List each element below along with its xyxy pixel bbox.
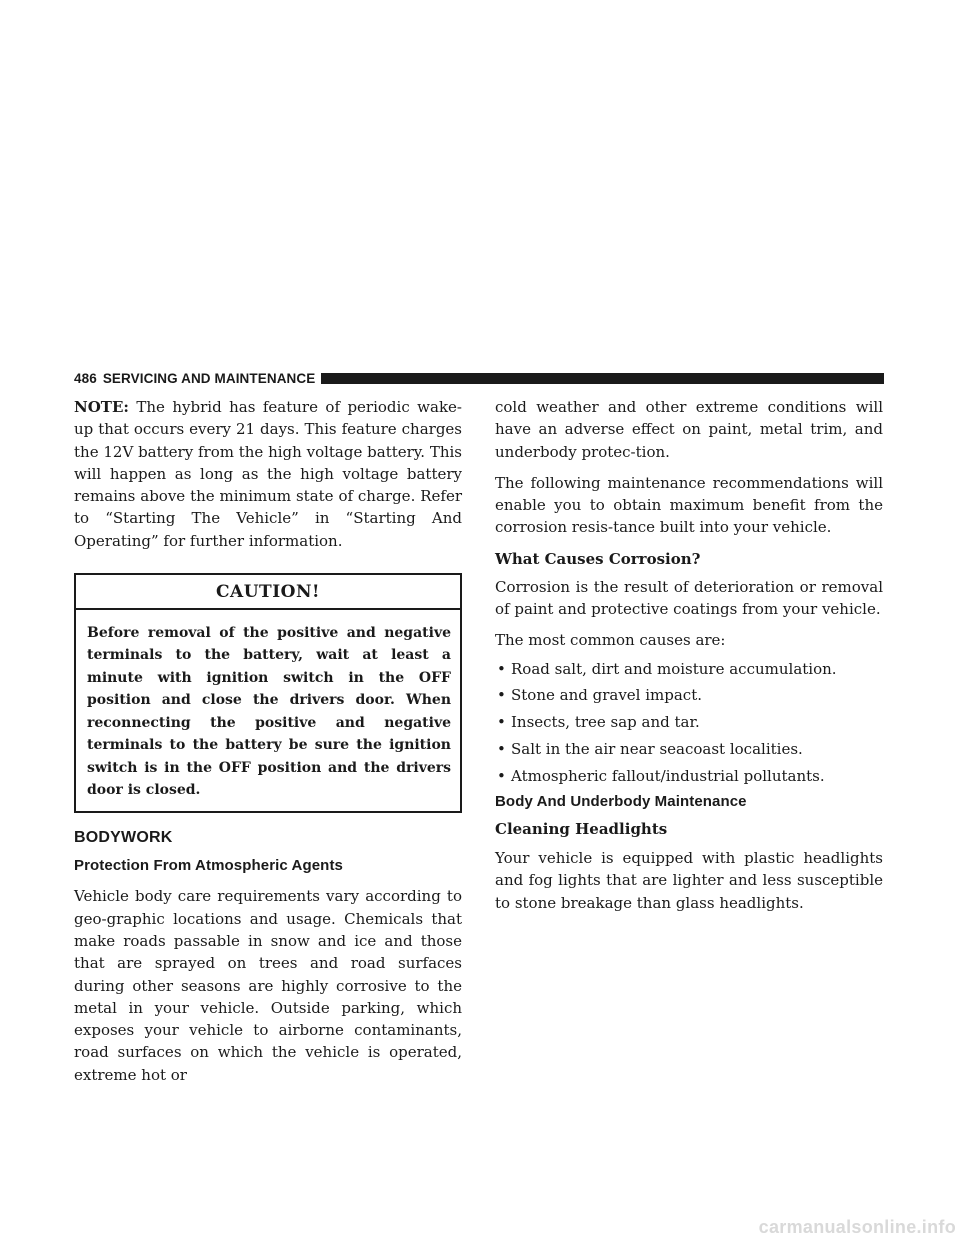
common-causes-intro: The most common causes are: bbox=[495, 631, 726, 650]
protection-paragraph: Vehicle body care requirements vary according to geo-graphic locations and usage. Chemicals that make roads passable in snow and ice and those that are sprayed on trees and road surfaces during other seasons are highly corrosive to the metal in your vehicle. Outside parking, which exposes your vehicle to airborne contaminants, road surfaces on which the vehicle is operated, extreme hot or bbox=[74, 887, 462, 1084]
bullet-icon: • bbox=[497, 740, 506, 759]
bullet-icon: • bbox=[497, 713, 506, 732]
section-title: SERVICING AND MAINTENANCE bbox=[102, 370, 316, 386]
caution-title: CAUTION! bbox=[76, 575, 460, 610]
bullet-icon: • bbox=[497, 686, 506, 705]
caution-text: Before removal of the positive and negative terminals to the battery, wait at least a minute with ignition switch in the OFF position and close the drivers door. When reconnecting the positive and negative terminals to the battery be sure the ignition switch is in the OFF position and the drivers door is closed. bbox=[87, 625, 451, 798]
left-column bbox=[74, 396, 462, 1086]
causes-list bbox=[495, 658, 883, 787]
note-text: The hybrid has feature of periodic wake-up that occurs every 21 days. This feature charges the 12V battery from the high voltage battery. This will happen as long as the high voltage battery remains above the minimum state of charge. Refer to “Starting The Vehicle” in “Starting And Operating” for further information. bbox=[74, 398, 462, 550]
list-item: • Stone and gravel impact. bbox=[495, 684, 883, 706]
note-label: NOTE: bbox=[74, 398, 129, 416]
bullet-icon: • bbox=[497, 659, 506, 678]
page-header bbox=[74, 370, 884, 386]
headlights-paragraph: Your vehicle is equipped with plastic headlights and fog lights that are lighter and less susceptible to stone breakage than glass headlights. bbox=[495, 849, 883, 912]
heading-protection: Protection From Atmospheric Agents bbox=[74, 857, 343, 875]
recommend-paragraph: The following maintenance recommendations will enable you to obtain maximum benefit from the corrosion resis-tance built into your vehicle. bbox=[495, 473, 883, 537]
list-item: • Atmospheric fallout/industrial pollutants. bbox=[495, 765, 883, 787]
heading-underbody: Body And Underbody Maintenance bbox=[495, 793, 747, 811]
list-item: • Salt in the air near seacoast localities. bbox=[495, 738, 883, 760]
right-column bbox=[495, 396, 883, 914]
heading-bodywork: BODYWORK bbox=[74, 829, 173, 847]
note-paragraph bbox=[74, 396, 462, 552]
continued-paragraph: cold weather and other extreme conditions will have an adverse effect on paint, metal trim, and underbody protec-tion. bbox=[495, 398, 883, 461]
heading-headlights: Cleaning Headlights bbox=[495, 820, 668, 839]
list-item: • Insects, tree sap and tar. bbox=[495, 711, 883, 733]
caution-box bbox=[74, 573, 462, 813]
watermark: carmanualsonline.info bbox=[758, 1217, 956, 1237]
header-rule bbox=[321, 373, 884, 384]
page-number: 486 bbox=[74, 370, 97, 386]
list-item: • Road salt, dirt and moisture accumulation. bbox=[495, 658, 883, 680]
corrosion-paragraph: Corrosion is the result of deterioration or removal of paint and protective coatings from your vehicle. bbox=[495, 577, 883, 619]
bullet-icon: • bbox=[497, 766, 506, 785]
heading-causes: What Causes Corrosion? bbox=[495, 549, 701, 568]
